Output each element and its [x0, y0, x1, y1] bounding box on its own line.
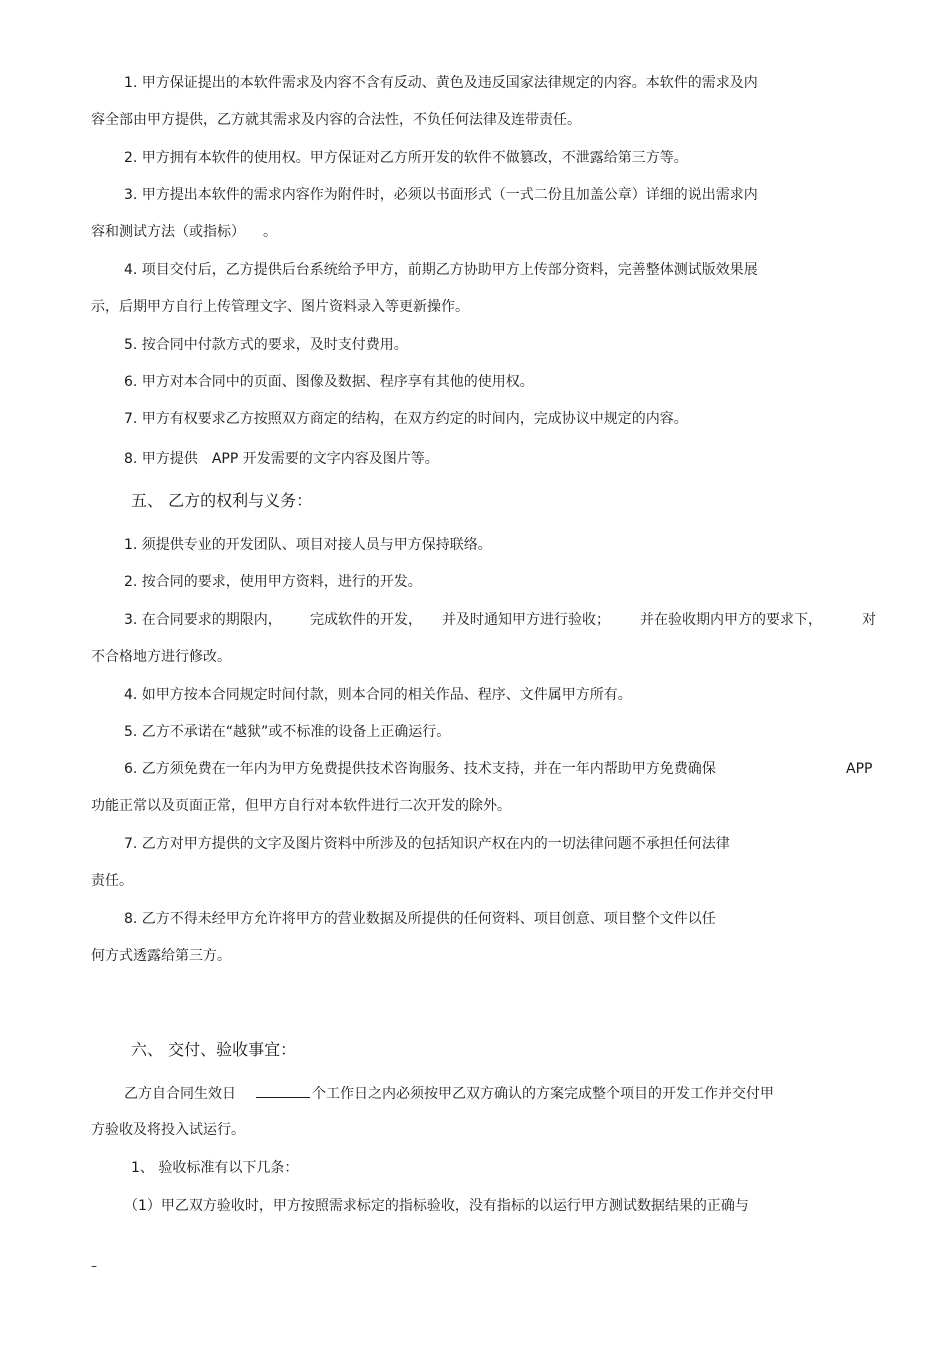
b-item3-p3: 并及时通知甲方进行验收；: [442, 612, 610, 628]
a-item3-line2: [91, 222, 277, 242]
a-item1-line2: 容全部由甲方提供，乙方就其需求及内容的合法性，不负任何法律及连带责任。: [91, 112, 581, 128]
a-item2: 2. 甲方拥有本软件的使用权。甲方保证对乙方所开发的软件不做篡改，不泄露给第三方等。: [124, 150, 688, 166]
a-item3-line2-period: 。: [263, 224, 277, 240]
b-item4: 4. 如甲方按本合同规定时间付款，则本合同的相关作品、程序、文件属甲方所有。: [124, 687, 632, 703]
b-item6-app: APP: [846, 761, 873, 777]
c-para-rest: 个工作日之内必须按甲乙双方确认的方案完成整个项目的开发工作并交付甲: [312, 1086, 774, 1102]
b-item1: 1. 须提供专业的开发团队、项目对接人员与甲方保持联络。: [124, 537, 492, 553]
c-para-line2: 方验收及将投入试运行。: [91, 1122, 245, 1138]
b-item5: 5. 乙方不承诺在“越狱”或不标准的设备上正确运行。: [124, 724, 451, 740]
b-item3-p1: 3. 在合同要求的期限内，: [124, 612, 282, 628]
a-item8-app: APP 开发需要的文字内容及图片等。: [211, 451, 439, 467]
a-item8-text: 8. 甲方提供: [124, 451, 198, 467]
footer-mark: –: [91, 1259, 97, 1273]
section6-heading: 六、 交付、验收事宜：: [131, 1040, 297, 1059]
b-item7-line1: 7. 乙方对甲方提供的文字及图片资料中所涉及的包括知识产权在内的一切法律问题不承担任何法律: [124, 836, 730, 852]
b-item8-line1: 8. 乙方不得未经甲方允许将甲方的营业数据及所提供的任何资料、项目创意、项目整个文件以任: [124, 911, 716, 927]
a-item5: 5. 按合同中付款方式的要求，及时支付费用。: [124, 337, 408, 353]
a-item3-line1: 3. 甲方提出本软件的需求内容作为附件时，必须以书面形式（一式二份且加盖公章）详细的说出需求内: [124, 187, 758, 203]
b-item7-line2: 责任。: [91, 873, 133, 889]
b-item3-p2: 完成软件的开发，: [310, 612, 422, 628]
b-item3-p4: 并在验收期内甲方的要求下，: [640, 612, 822, 628]
b-item3-line2: 不合格地方进行修改。: [91, 649, 231, 665]
c-para-line1: [124, 1083, 774, 1104]
a-item6: 6. 甲方对本合同中的页面、图像及数据、程序享有其他的使用权。: [124, 374, 534, 390]
b-item2: 2. 按合同的要求，使用甲方资料，进行的开发。: [124, 574, 422, 590]
a-item4-line2: 示，后期甲方自行上传管理文字、图片资料录入等更新操作。: [91, 299, 469, 315]
b-item3-p5: 对: [862, 612, 876, 628]
c-sub1-item1: （1）甲乙双方验收时，甲方按照需求标定的指标验收，没有指标的以运行甲方测试数据结果的正确与: [124, 1198, 749, 1214]
a-item8: [124, 449, 439, 469]
b-item6-line2: 功能正常以及页面正常，但甲方自行对本软件进行二次开发的除外。: [91, 798, 511, 814]
section5-heading: 五、 乙方的权利与义务：: [131, 491, 313, 510]
c-sub1: 1、 验收标准有以下几条：: [131, 1160, 299, 1176]
c-para-start: 乙方自合同生效日: [124, 1086, 236, 1102]
days-blank: [256, 1083, 310, 1098]
a-item1-line1: 1. 甲方保证提出的本软件需求及内容不含有反动、黄色及违反国家法律规定的内容。本软件的需求及内: [124, 75, 758, 91]
b-item6-line1: 6. 乙方须免费在一年内为甲方免费提供技术咨询服务、技术支持，并在一年内帮助甲方免费确保: [124, 761, 716, 777]
a-item4-line1: 4. 项目交付后，乙方提供后台系统给予甲方，前期乙方协助甲方上传部分资料，完善整体测试版效果展: [124, 262, 758, 278]
a-item3-line2-text: 容和测试方法（或指标）: [91, 224, 245, 240]
a-item7: 7. 甲方有权要求乙方按照双方商定的结构，在双方约定的时间内，完成协议中规定的内容。: [124, 411, 688, 427]
b-item8-line2: 何方式透露给第三方。: [91, 948, 231, 964]
